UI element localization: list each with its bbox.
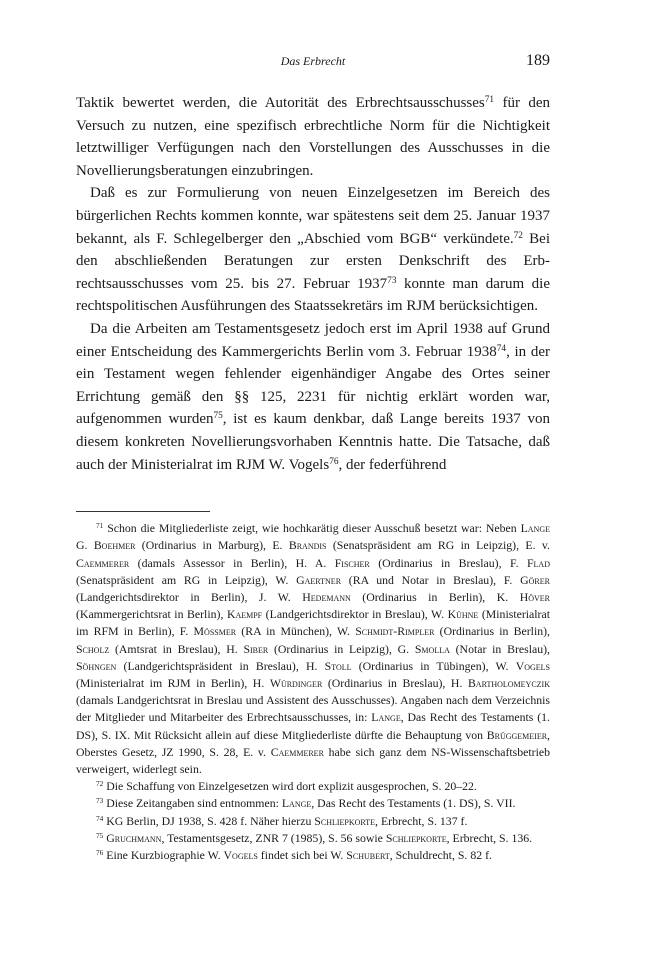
- author-name: Schliepkorte: [385, 830, 447, 845]
- body-paragraph: Taktik bewertet werden, die Autorität des Erbrechtsausschusses$^{71}$ für den Versuch zu nutzen, eine spezifisch erbrechtliche Norm für die Nichtigkeit letztwilliger Verfügungen nach den Vorstellungen des Ausschusses in die Novellierungsberatungen einzubringen.: [76, 94, 550, 179]
- author-name: Lange: [371, 710, 401, 725]
- author-name: Bartholomeyczik: [467, 675, 550, 690]
- footnote: $^{76}$ Eine Kurzbiographie W. Vogels findet sich bei W. Schubert, Schuldrecht, S. 82 f.: [96, 847, 492, 862]
- author-name: Kühne: [447, 607, 479, 622]
- running-header: [76, 52, 550, 78]
- note-reference: 72: [96, 779, 104, 789]
- author-name: Flad: [526, 555, 550, 570]
- footnote-separator: [76, 511, 210, 512]
- note-reference: 73: [96, 796, 104, 806]
- author-name: Stoll: [324, 658, 352, 673]
- body-paragraph: Da die Arbeiten am Testamentsgesetz jedoch erst im April 1938 auf Grund einer Entscheidung des Kammergerichts Berlin vom 3. Februar 1938$^{74}$, in der ein Testament wegen fehlender eigenhändiger Angabe des Ortes seiner Errichtung gemäß den §§ 125, 2231 für nichtig erklärt worden war, aufgenommen wurden$^{75}$, ist es kaum denkbar, daß Lange bereits 1937 von diesem konkreten Novellierungsvorhaben Kenntnis hatte. Die Tatsache, daß auch der Ministerialrat im RJM W. Vogels$^{76}$, der federführend: [76, 320, 550, 473]
- author-name: Brandis: [288, 538, 327, 553]
- author-name: Caemmerer: [76, 555, 130, 570]
- note-reference: 73: [387, 275, 397, 286]
- author-name: Smolla: [414, 641, 450, 656]
- author-name: Görer: [520, 572, 550, 587]
- note-reference: 71: [96, 521, 104, 531]
- author-name: Siber: [243, 641, 269, 656]
- footnotes: [76, 520, 550, 864]
- author-name: Boehmer: [93, 538, 136, 553]
- author-name: Vogels: [223, 847, 258, 862]
- note-reference: 74: [496, 343, 507, 354]
- author-name: Höver: [519, 589, 551, 604]
- author-name: Gaertner: [296, 572, 342, 587]
- author-name: Söhngen: [76, 658, 117, 673]
- author-name: Hedemann: [302, 589, 351, 604]
- note-reference: 71: [484, 94, 495, 105]
- note-reference: 74: [96, 813, 104, 823]
- footnote: $^{74}$ KG Berlin, DJ 1938, S. 428 f. Näher hierzu Schliepkorte, Erbrecht, S. 137 f.: [96, 813, 468, 828]
- author-name: Schmidt-Rimpler: [355, 624, 435, 639]
- running-title: Das Erbrecht: [280, 54, 346, 68]
- body-paragraph: Daß es zur Formulierung von neuen Einzelgesetzen im Bereich des bürgerlichen Rechts kommen konnte, war spätestens seit dem 25. Januar 1937 bekannt, als F. Schlegelberger den „Abschied vom BGB“ verkündete.$^{72}$ Bei den abschließenden Beratungen zur ersten Denkschrift des Erbrechtsausschusses vom 25. bis 27. Februar 1937$^{73}$ konnte man darum die rechtspolitischen Ausführungen des Staatssekretärs im RJM berücksichtigen.: [76, 185, 551, 315]
- page: [76, 52, 550, 864]
- note-reference: 72: [513, 230, 523, 241]
- author-name: Scholz: [76, 641, 110, 656]
- note-reference: 76: [329, 456, 339, 467]
- author-name: Kaempf: [226, 607, 263, 622]
- author-name: Fischer: [334, 555, 370, 570]
- author-name: Schubert: [346, 847, 390, 862]
- author-name: Lange: [281, 796, 312, 811]
- footnote: $^{71}$ Schon die Mitgliederliste zeigt, wie hochkarätig dieser Ausschuß besetzt war: Neben Lange G. Boehmer (Ordinarius in Marburg), E. Brandis (Senatspräsident am RG in Leipzig), E. v. Caemmerer (damals Assessor in Berlin), H. A. Fischer (Ordinarius in Breslau), F. Flad (Senatspräsident am RG in Leipzig), W. Gaertner (RA und Notar in Breslau), F. Görer (Landgerichtsdirektor in Berlin), J. W. Hedemann (Ordinarius in Berlin), K. Höver (Kammergerichtsrat in Berlin), Kaempf (Landgerichtsdirektor in Breslau), W. Kühne (Ministerialrat im RFM in Berlin), F. Mößmer (RA in München), W. Schmidt-Rimpler (Ordinarius in Berlin), Scholz (Amtsrat in Breslau), H. Siber (Ordinarius in Leipzig), G. Smolla (Notar in Breslau), Söhngen (Landgerichtspräsident in Breslau), H. Stoll (Ordinarius in Tübingen), W. Vogels (Ministerialrat im RJM in Berlin), H. Würdinger (Ordinarius in Breslau), H. Bartholomeyczik (damals Landgerichtsrat in Breslau und Assistent des Ausschusses). Angaben nach dem Verzeichnis der Mitglieder und Mitarbeiter des Erbrechtsausschusses, in: Lange, Das Recht des Testaments (1. DS), S. IX. Mit Rücksicht allein auf diese Mitgliederliste dürfte die Behauptung von Brüggemeier, Oberstes Gesetz, JZ 1990, S. 28, E. v. Caemmerer habe sich ganz dem NS-Wissenschaftsbetrieb verweigert, widerlegt sein.: [76, 521, 551, 776]
- body-text: [76, 92, 550, 476]
- author-name: Vogels: [515, 658, 550, 673]
- note-reference: 75: [213, 411, 223, 422]
- footnote: $^{75}$ Gruchmann, Testamentsgesetz, ZNR 7 (1985), S. 56 sowie Schliepkorte, Erbrecht, S. 136.: [96, 830, 533, 845]
- author-name: Lange: [520, 521, 550, 536]
- note-reference: 75: [96, 830, 104, 840]
- author-name: Schliepkorte: [314, 813, 376, 828]
- footnote: $^{72}$ Die Schaffung von Einzelgesetzen wird dort explizit ausgesprochen, S. 20–22.: [96, 779, 477, 794]
- page-number: 189: [526, 52, 550, 69]
- author-name: Würdinger: [269, 675, 323, 690]
- author-name: Caemmerer: [270, 744, 324, 759]
- note-reference: 76: [96, 847, 104, 857]
- author-name: Gruchmann: [106, 830, 162, 845]
- author-name: Mößmer: [193, 624, 237, 639]
- footnote: $^{73}$ Diese Zeitangaben sind entnommen: Lange, Das Recht des Testaments (1. DS), S. VII.: [96, 796, 516, 811]
- author-name: Brüggemeier: [486, 727, 548, 742]
